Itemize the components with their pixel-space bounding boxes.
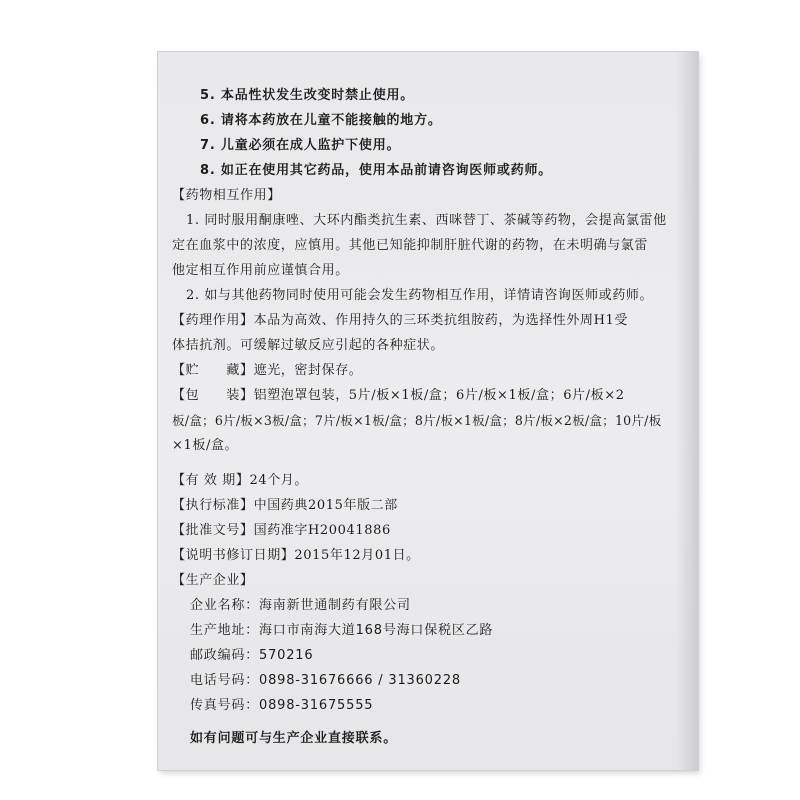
postal-code: 邮政编码：570216 (190, 648, 314, 663)
storage: 【贮 藏】遮光，密封保存。 (172, 363, 363, 378)
note-6: 6. 请将本药放在儿童不能接触的地方。 (200, 113, 442, 128)
approval-number: 【批准文号】国药准字H20041886 (172, 523, 391, 538)
fax-number: 传真号码：0898-31675555 (190, 698, 374, 713)
pharmacology-line1: 【药理作用】本品为高效、作用持久的三环类抗组胺药，为选择性外周H1受 (172, 313, 629, 328)
note-5: 5. 本品性状发生改变时禁止使用。 (200, 88, 415, 103)
note-7: 7. 儿童必须在成人监护下使用。 (200, 138, 401, 153)
contact-note: 如有问题可与生产企业直接联系。 (190, 731, 398, 746)
production-address: 生产地址：海口市南海大道168号海口保税区乙路 (190, 623, 494, 638)
interactions-p1-line3: 他定相互作用前应谨慎合用。 (172, 263, 349, 278)
standard: 【执行标准】中国药典2015年版二部 (172, 498, 398, 513)
interactions-heading: 【药物相互作用】 (172, 188, 281, 203)
phone-number: 电话号码：0898-31676666 / 31360228 (190, 673, 461, 688)
pharmacology-line2: 体拮抗剂。可缓解过敏反应引起的各种症状。 (172, 338, 445, 353)
interactions-p1-line1: 1. 同时服用酮康唑、大环内酯类抗生素、西咪替丁、茶碱等药物，会提高氯雷他 (186, 213, 667, 228)
validity: 【有 效 期】24个月。 (172, 473, 309, 488)
interactions-p1-line2: 定在血浆中的浓度，应慎用。其他已知能抑制肝脏代谢的药物，在未明确与氯雷 (172, 238, 649, 253)
packaging-line1: 【包 装】铝塑泡罩包装，5片/板×1板/盒；6片/板×1板/盒；6片/板×2 (172, 388, 625, 403)
packaging-line2: 板/盒；6片/板×3板/盒；7片/板×1板/盒；8片/板×1板/盒；8片/板×2板/盒；10片/板 (172, 413, 662, 428)
revision-date: 【说明书修订日期】2015年12月01日。 (172, 548, 420, 563)
company-name: 企业名称：海南新世通制药有限公司 (190, 598, 411, 613)
interactions-p2: 2. 如与其他药物同时使用可能会发生药物相互作用，详情请咨询医师或药师。 (186, 288, 654, 303)
note-8: 8. 如正在使用其它药品，使用本品前请咨询医师或药师。 (200, 163, 553, 178)
packaging-line3: ×1板/盒。 (172, 438, 239, 453)
manufacturer-heading: 【生产企业】 (172, 573, 254, 588)
